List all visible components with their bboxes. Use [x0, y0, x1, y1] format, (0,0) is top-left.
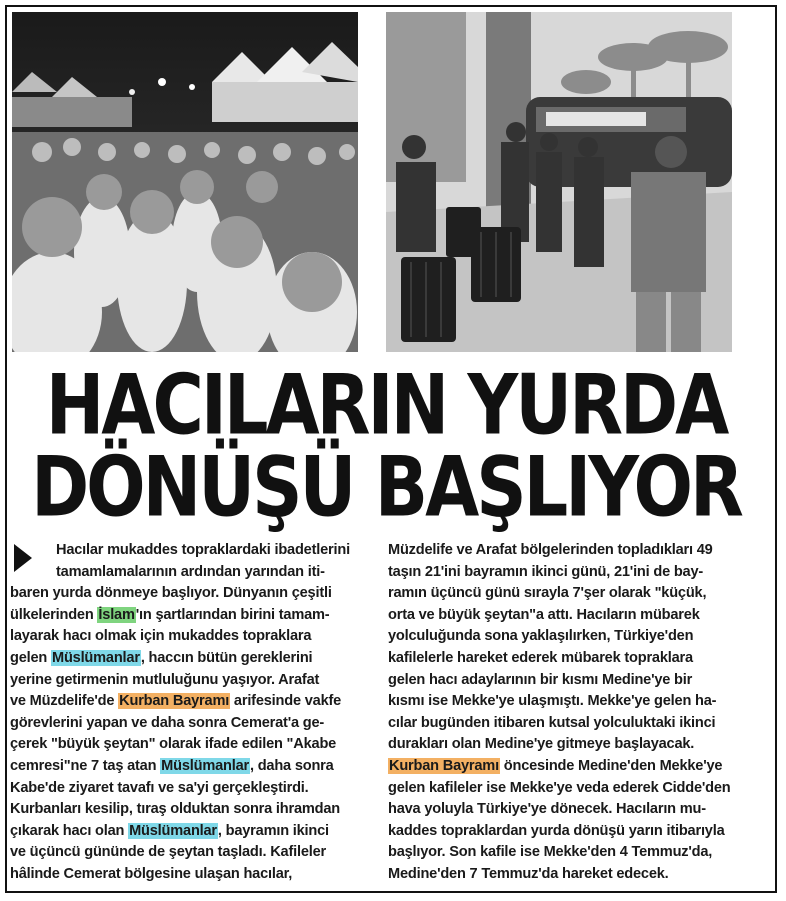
article-column-right	[388, 540, 748, 886]
text-line: yolculuğunda sona yaklaşılırken, Türkiye'den	[388, 628, 694, 645]
bullet-triangle-icon	[14, 544, 32, 572]
text-line: Kabe'de ziyaret tavafı ve sa'yi gerçekleştirdi.	[10, 779, 309, 796]
text-line: Kurbanları kesilip, tıraş olduktan sonra ihramdan	[10, 801, 340, 818]
text-line: layarak hacı olmak için mukaddes topraklara	[10, 628, 312, 645]
highlight-muslumanlar: Müslümanlar	[129, 822, 217, 839]
text-line: tamamlamalarının ardından yarından iti-	[56, 563, 325, 580]
text-line: Müzdelife ve Arafat bölgelerinden topladıkları 49	[388, 542, 713, 558]
headline	[8, 356, 764, 536]
text-line: çıkarak hacı olan Müslümanlar, bayramın ikinci	[10, 822, 329, 839]
luggage-bus-photo-icon	[386, 12, 732, 352]
text-line: görevlerini yapan ve daha sonra Cemerat'a ge-	[10, 714, 325, 731]
text-line: taşın 21'ini bayramın ikinci günü, 21'ini de bay-	[388, 563, 704, 580]
article-column-left	[10, 540, 362, 886]
text-line: baren yurda dönmeye başlıyor. Dünyanın çeşitli	[10, 585, 332, 602]
text-line: cemresi"ne 7 taş atan Müslümanlar, daha sonra	[10, 757, 334, 774]
highlight-muslumanlar: Müslümanlar	[161, 757, 249, 774]
pilgrims-crowd-photo	[12, 12, 358, 352]
text-line: gelen kafileler ise Mekke'ye veda ederek Cidde'den	[388, 779, 731, 796]
text-line: ülkelerinden İslam'ın şartlarından birini tamam-	[10, 606, 330, 623]
text-line: gelen hacı adaylarının bir kısmı Medine'ye bir	[388, 671, 693, 688]
headline-line-1: HACILARIN YURDA	[45, 356, 727, 454]
highlight-muslumanlar: Müslümanlar	[51, 649, 140, 666]
text-line: kaddes topraklardan yurda dönüşü yarın itibarıyla	[388, 822, 725, 839]
headline-line-2: DÖNÜŞÜ BAŞLIYOR	[31, 438, 741, 536]
highlight-islam: İslam	[98, 606, 135, 623]
text-line: gelen Müslümanlar, haccın bütün gereklerini	[10, 649, 313, 666]
text-line: Hacılar mukaddes topraklardaki ibadetlerini	[56, 542, 350, 558]
text-line: hâlinde Cemerat bölgesine ulaşan hacılar,	[10, 865, 293, 882]
text-line: çerek "büyük şeytan" olarak ifade edilen "Akabe	[10, 736, 337, 753]
pilgrims-luggage-bus-photo	[386, 12, 732, 352]
text-line: hava yoluyla Türkiye'ye dönecek. Hacıların mu-	[388, 801, 706, 818]
text-line: cılar bugünden itibaren kutsal yolculuktaki ikinci	[388, 714, 716, 731]
text-line: kafilelerle hareket ederek mübarek topraklara	[388, 649, 693, 666]
text-line: kısmı ise Mekke'ye ulaşmıştı. Mekke'ye gelen ha-	[388, 693, 717, 710]
text-line: Medine'den 7 Temmuz'da hareket edecek.	[388, 865, 669, 882]
text-line: başlıyor. Son kafile ise Mekke'den 4 Temmuz'da,	[388, 844, 713, 861]
crowd-photo-icon	[12, 12, 358, 352]
text-line: ve üçüncü gününde de şeytan taşladı. Kafileler	[10, 844, 327, 861]
text-line: durakları olan Medine'ye gitmeye başlayacak.	[388, 736, 695, 753]
text-line: yerine getirmenin mutluluğunu yaşıyor. Arafat	[10, 671, 320, 688]
text-line: orta ve büyük şeytan"a attı. Hacıların mübarek	[388, 606, 700, 623]
text-line: ve Müzdelife'de Kurban Bayramı arifesinde vakfe	[10, 693, 342, 710]
highlight-kurban-bayrami: Kurban Bayramı	[389, 757, 499, 774]
text-line: Kurban Bayramı öncesinde Medine'den Mekke'ye	[389, 757, 723, 774]
highlight-kurban-bayrami: Kurban Bayramı	[119, 693, 230, 710]
text-line: ramın üçüncü günü sırayla 7'şer olarak "küçük,	[388, 585, 707, 602]
